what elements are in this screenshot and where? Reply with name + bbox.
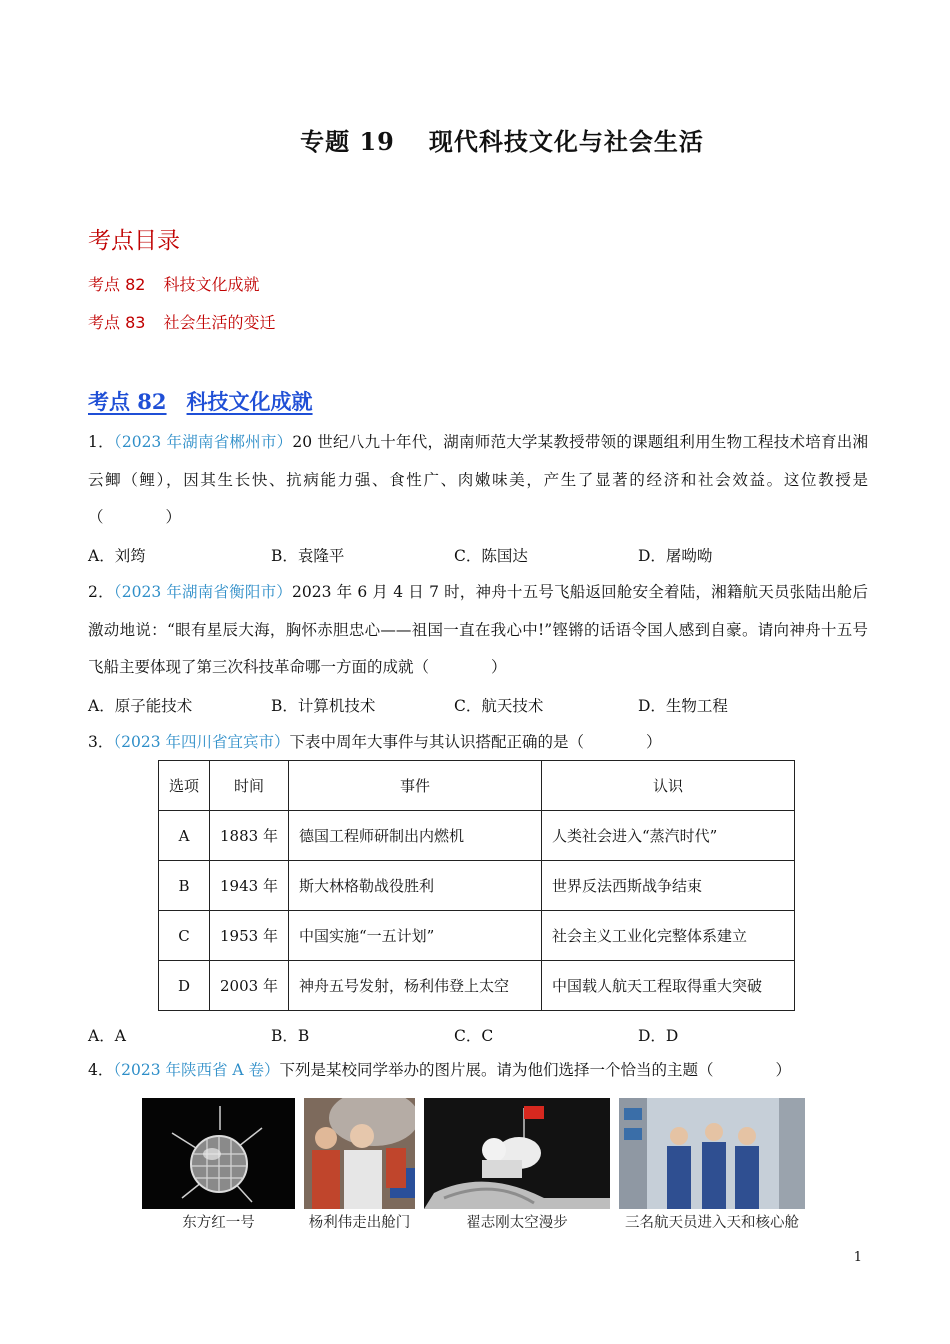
events-table (158, 760, 795, 1011)
option-a[interactable]: A．刘筠 (88, 547, 146, 565)
option-b[interactable]: B．计算机技术 (271, 697, 376, 715)
option-d[interactable]: D．屠呦呦 (638, 547, 713, 565)
question-3-options (88, 1024, 868, 1054)
satellite-photo (142, 1098, 295, 1209)
question-4: 4．（2023 年陕西省 A 卷）下列是某校同学举办的图片展。请为他们选择一个恰当的主题（ ） (88, 1061, 792, 1079)
title-prefix: 专题 19 (300, 127, 395, 156)
option-c[interactable]: C．陈国达 (454, 547, 528, 565)
table-row: C 1953 年 中国实施“一五计划” 社会主义工业化完整体系建立 (159, 911, 795, 961)
option-d[interactable]: D．生物工程 (638, 697, 728, 715)
page-title (0, 122, 950, 157)
question-source: （2023 年湖南省郴州市） (113, 433, 293, 451)
photo-caption: 东方红一号 (182, 1215, 255, 1231)
astronaut-capsule-photo (304, 1098, 415, 1209)
section-heading[interactable]: 考点 82 科技文化成就 (88, 389, 313, 414)
question-2: 2．（2023 年湖南省衡阳市）2023 年 6 月 4 日 7 时，神舟十五号飞船返回舱安全着陆，湘籍航天员张陆出舱后激动地说：“眼有星辰大海，胸怀赤胆忠心——祖国一直在我心中!”铿锵的话语令国人感到自豪。请向神舟十五号飞船主要体现了第三次科技革命哪一方面的成就（ ） (88, 583, 868, 676)
tianhe-astronauts-photo (619, 1098, 805, 1209)
question-source: （2023 年湖南省衡阳市） (113, 583, 292, 601)
toc-item-83[interactable]: 考点 83 社会生活的变迁 (88, 313, 276, 332)
question-1-options (88, 544, 868, 574)
question-2-options (88, 694, 868, 724)
page-number: 1 (853, 1250, 862, 1265)
toc-item-82[interactable]: 考点 82 科技文化成就 (88, 275, 260, 294)
question-source: （2023 年陕西省 A 卷） (113, 1061, 280, 1079)
table-row: A 1883 年 德国工程师研制出内燃机 人类社会进入“蒸汽时代” (159, 811, 795, 861)
option-b[interactable]: B．袁隆平 (271, 547, 345, 565)
photo-caption: 杨利伟走出舱门 (308, 1215, 411, 1231)
table-row: D 2003 年 神舟五号发射，杨利伟登上太空 中国载人航天工程取得重大突破 (159, 961, 795, 1011)
question-source: （2023 年四川省宜宾市） (113, 733, 290, 751)
option-d[interactable]: D．D (638, 1027, 679, 1045)
option-c[interactable]: C．C (454, 1027, 494, 1045)
question-1: 1．（2023 年湖南省郴州市）20 世纪八九十年代，湖南师范大学某教授带领的课题组利用生物工程技术培育出湘云鲫（鲤），因其生长快、抗病能力强、食性广、肉嫩味美，产生了显著的经济和社会效益。这位教授是（ ） (88, 433, 869, 526)
option-a[interactable]: A．原子能技术 (88, 697, 193, 715)
photo-caption: 三名航天员进入天和核心舱 (625, 1215, 799, 1231)
option-c[interactable]: C．航天技术 (454, 697, 544, 715)
toc-heading: 考点目录 (88, 228, 180, 254)
title-main: 现代科技文化与社会生活 (428, 127, 704, 156)
photo-exhibition (142, 1098, 812, 1238)
photo-caption: 翟志刚太空漫步 (466, 1215, 568, 1231)
question-3: 3．（2023 年四川省宜宾市）下表中周年大事件与其认识搭配正确的是（ ） (88, 733, 662, 751)
table-row: B 1943 年 斯大林格勒战役胜利 世界反法西斯战争结束 (159, 861, 795, 911)
spacewalk-photo (424, 1098, 610, 1209)
table-header-row: 选项 时间 事件 认识 (159, 761, 795, 811)
option-b[interactable]: B．B (271, 1027, 310, 1045)
option-a[interactable]: A．A (88, 1027, 126, 1045)
